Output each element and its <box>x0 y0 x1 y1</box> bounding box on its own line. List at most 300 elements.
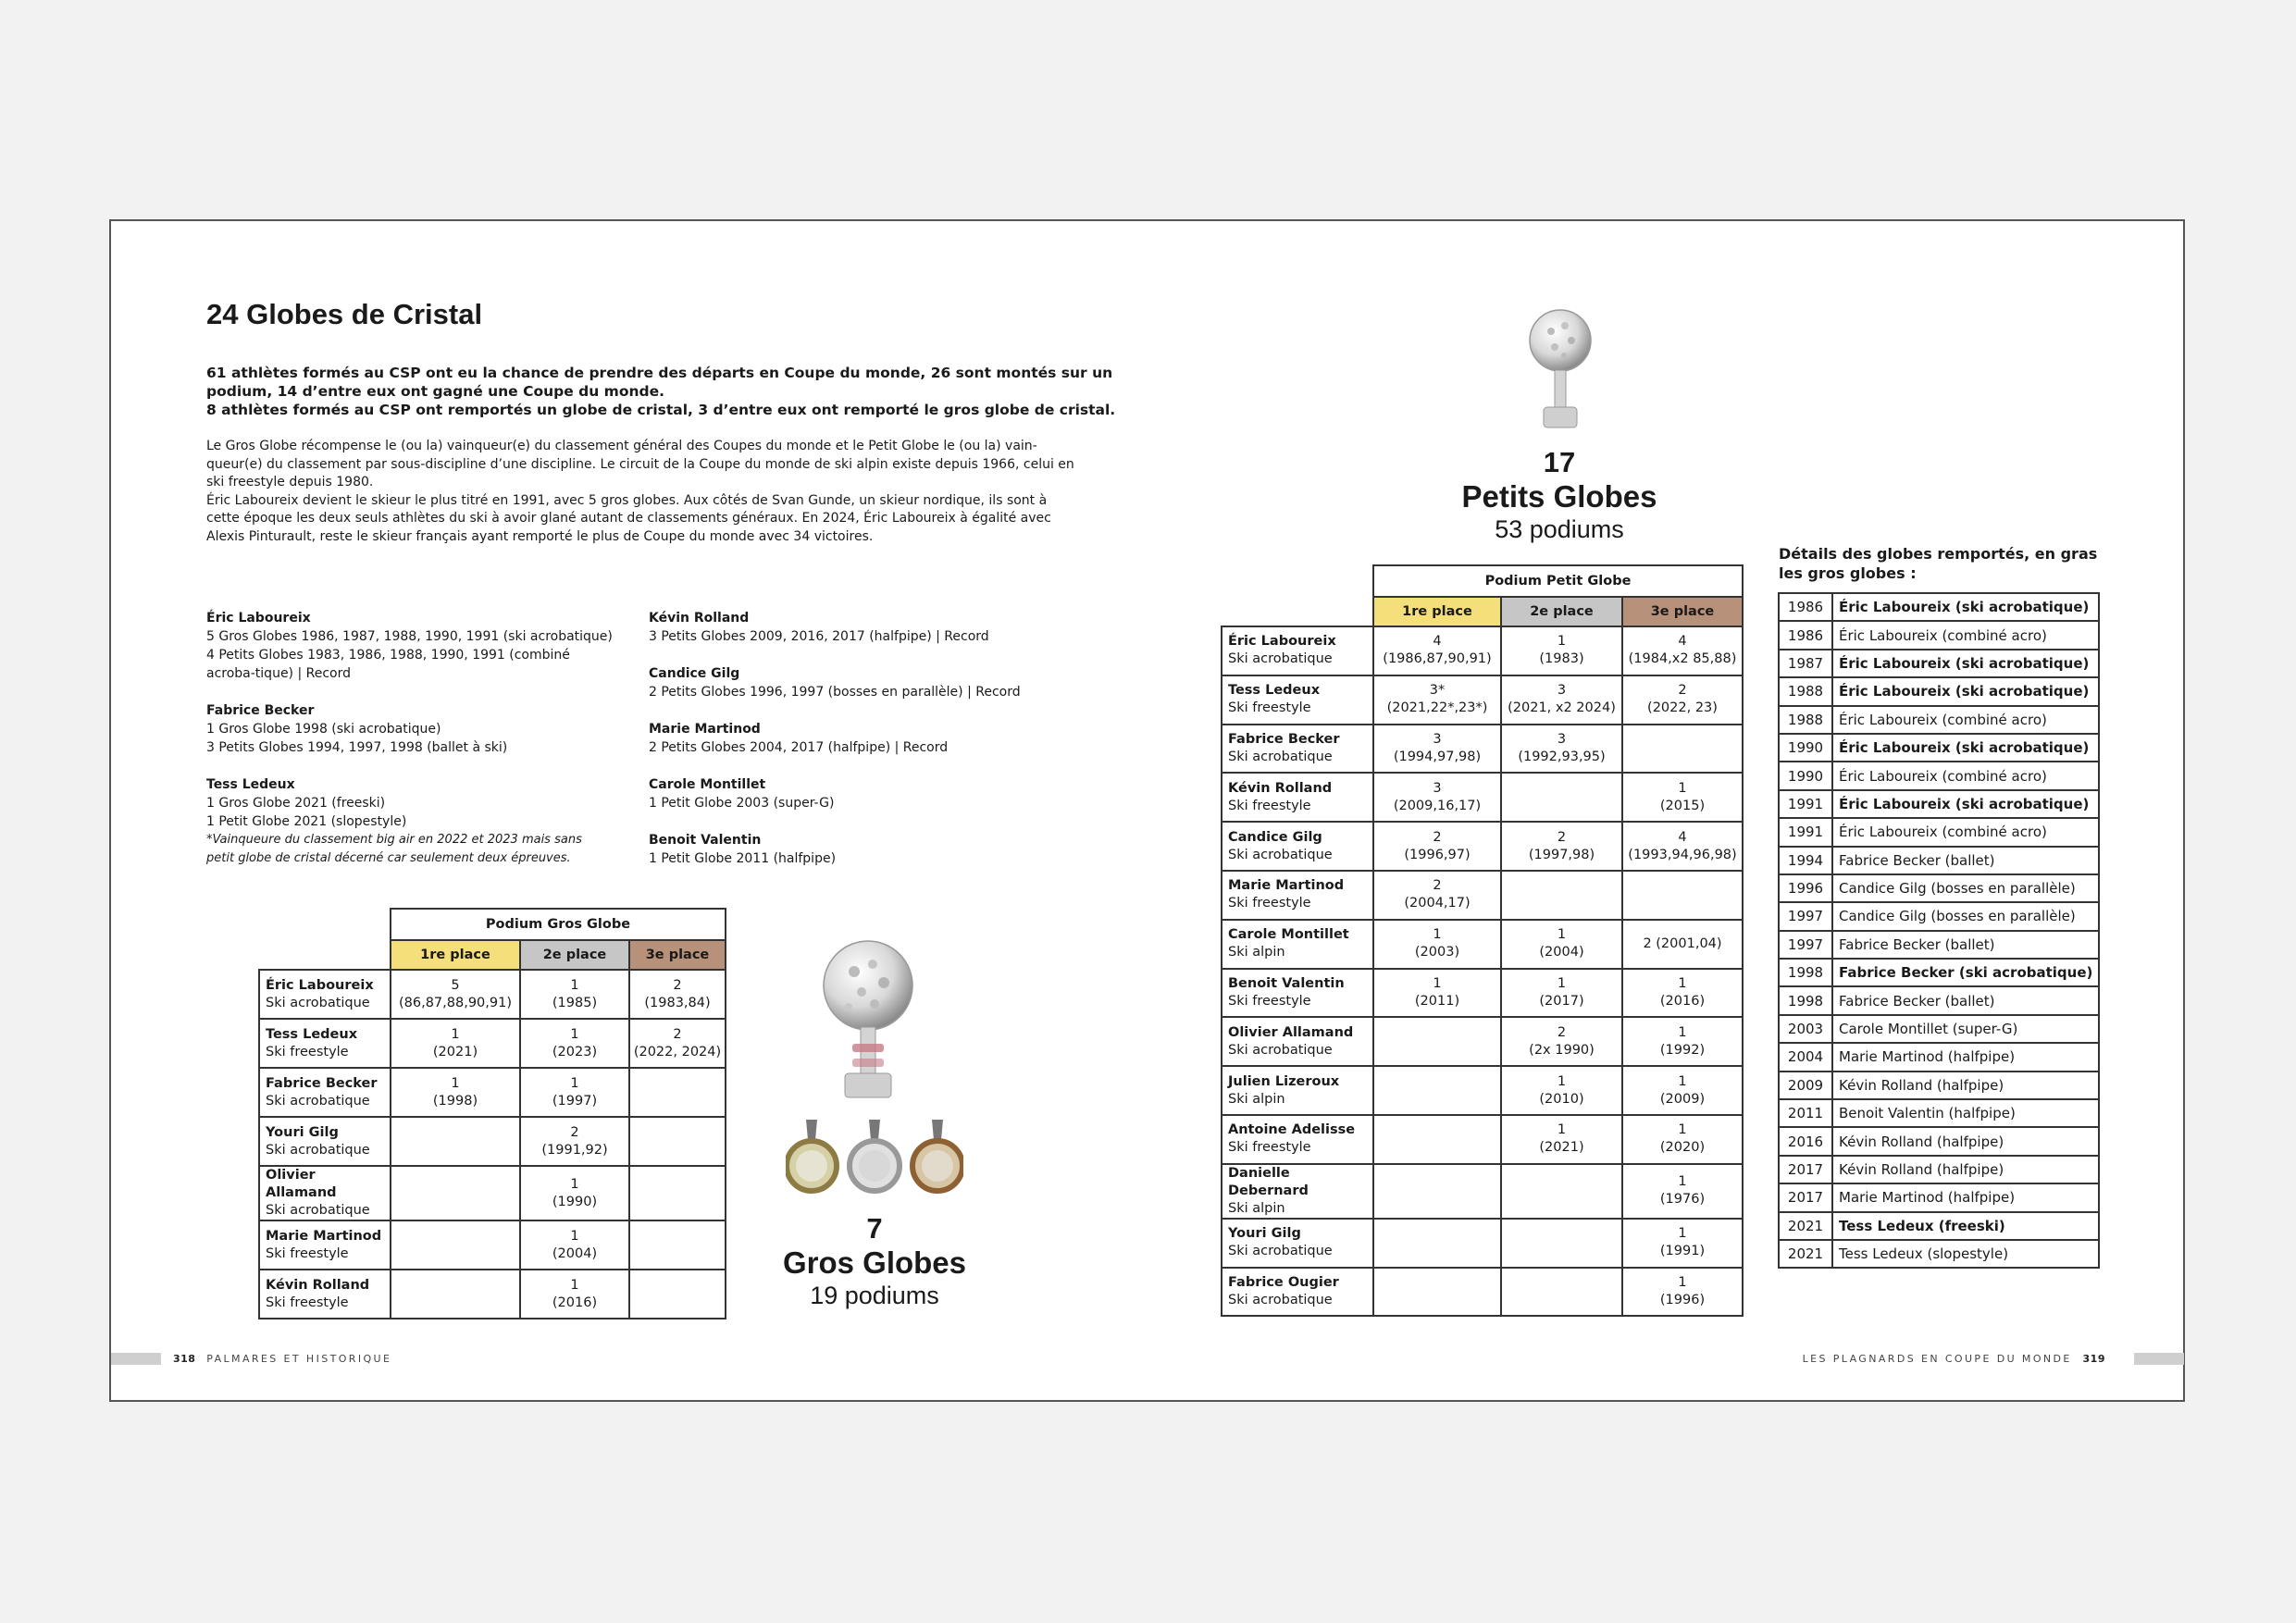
details-globe: Éric Laboureix (combiné acro) <box>1832 706 2099 734</box>
athlete-entry <box>649 609 1074 646</box>
athlete-cell <box>259 1166 391 1220</box>
athlete-name: Olivier Allamand <box>1228 1024 1354 1040</box>
athlete-cell <box>1222 1115 1373 1164</box>
athlete-entry <box>206 701 614 757</box>
col-header-third: 3e place <box>629 940 726 970</box>
intro-line: podium, 14 d’entre eux ont gagné une Coupe du monde. <box>206 383 665 400</box>
body-paragraph: Éric Laboureix devient le skieur le plus titré en 1991, avec 5 gros globes. Aux côtés de Svan Gunde, un skieur nordique, ils sont à cette époque les deux seuls athlètes du ski à avoir glané autant de classements généraux. En 2024, Éric Laboureix à égalité avec Alexis Pinturault, reste le skieur français ayant remporté le plus de Coupe du monde avec 34 victoires. <box>206 492 1051 544</box>
podium-cell <box>1622 773 1743 822</box>
athlete-line: 2 Petits Globes 1996, 1997 (bosses en parallèle) | Record <box>649 685 1021 700</box>
details-year: 2016 <box>1779 1127 1832 1155</box>
podium-cell <box>629 1068 726 1117</box>
empty-cell <box>259 909 391 940</box>
petits-globes-podiums: 53 podiums <box>1495 515 1624 543</box>
athletes-left-column <box>206 609 614 868</box>
podium-count: 3 <box>1557 731 1567 747</box>
podium-cell <box>1373 773 1501 822</box>
podium-years: (1990) <box>552 1194 598 1209</box>
podium-cell <box>1501 822 1622 871</box>
details-row <box>1779 959 2099 986</box>
podium-cell <box>1501 725 1622 774</box>
athlete-discipline: Ski freestyle <box>1228 798 1311 813</box>
podium-cell <box>629 1220 726 1270</box>
athlete-line: 1 Gros Globe 2021 (freeski) <box>206 796 386 811</box>
empty-cell <box>1222 597 1373 626</box>
podium-cell <box>1373 675 1501 725</box>
podium-count: 4 <box>1678 829 1687 845</box>
details-row <box>1779 677 2099 705</box>
athlete-name: Youri Gilg <box>266 1124 339 1140</box>
gros-globe-podium-table <box>258 908 726 1319</box>
details-row <box>1779 790 2099 818</box>
podium-count: 1 <box>1678 780 1687 796</box>
podium-years: (2x 1990) <box>1529 1042 1595 1058</box>
podium-cell <box>391 1117 520 1166</box>
podium-cell <box>1622 1164 1743 1219</box>
podium-cell <box>1622 626 1743 675</box>
table-row <box>1222 1017 1743 1066</box>
athlete-entry <box>206 775 614 868</box>
details-heading <box>1779 544 2097 583</box>
details-year: 1996 <box>1779 874 1832 902</box>
athlete-discipline: Ski acrobatique <box>266 1093 370 1109</box>
details-row <box>1779 1099 2099 1127</box>
col-header-second: 2e place <box>520 940 629 970</box>
details-year: 1998 <box>1779 986 1832 1014</box>
podium-years: (2016) <box>1659 993 1706 1009</box>
athlete-cell <box>259 1068 391 1117</box>
podium-years: (1997) <box>552 1093 598 1109</box>
details-row <box>1779 1240 2099 1268</box>
details-year: 1988 <box>1779 706 1832 734</box>
athlete-entry <box>649 831 1074 868</box>
page-number-left: 318 <box>173 1353 196 1365</box>
podium-cell <box>1622 1115 1743 1164</box>
podium-cell <box>1373 969 1501 1018</box>
details-year: 1994 <box>1779 847 1832 874</box>
podium-count: 2 (2001,04) <box>1643 935 1722 951</box>
athlete-name: Carole Montillet <box>1228 927 1349 943</box>
athlete-discipline: Ski acrobatique <box>266 995 370 1010</box>
podium-years: (1983,84) <box>644 995 711 1010</box>
athlete-name: Julien Lizeroux <box>1228 1073 1340 1089</box>
details-row <box>1779 818 2099 846</box>
athlete-name: Kévin Rolland <box>649 611 750 626</box>
empty-cell <box>1222 565 1373 597</box>
body-paragraph: Le Gros Globe récompense le (ou la) vainqueur(e) du classement général des Coupes du monde et le Petit Globe le (ou la) vain-queur(e) du classement par sous-discipline d’une discipline. Le circuit de la Coupe du monde de ski alpin existe depuis 1966, celui en ski freestyle depuis 1980. <box>206 439 1074 490</box>
athlete-cell <box>1222 969 1373 1018</box>
athlete-name: Tess Ledeux <box>266 1026 358 1042</box>
athlete-cell <box>1222 871 1373 920</box>
details-heading-line: Détails des globes remportés, en gras <box>1779 545 2098 563</box>
details-globe: Éric Laboureix (ski acrobatique) <box>1832 790 2099 818</box>
podium-cell <box>1373 920 1501 969</box>
details-heading-line: les gros globes : <box>1779 564 1917 582</box>
details-year: 1991 <box>1779 818 1832 846</box>
athlete-name: Carole Montillet <box>649 777 766 792</box>
details-globe: Fabrice Becker (ballet) <box>1832 931 2099 959</box>
footer-bar-left <box>111 1353 161 1365</box>
table-row <box>259 1270 726 1319</box>
details-year: 1986 <box>1779 621 1832 649</box>
table-row <box>259 970 726 1019</box>
podium-years: (1996,97) <box>1404 847 1471 862</box>
details-globe: Candice Gilg (bosses en parallèle) <box>1832 874 2099 902</box>
athlete-cell <box>1222 1268 1373 1317</box>
details-row <box>1779 1043 2099 1071</box>
crystal-globe-small-icon <box>1523 305 1597 435</box>
podium-count: 2 <box>1557 829 1567 845</box>
athlete-note: *Vainqueure du classement big air en 2022 et 2023 mais sans petit globe de cristal décerné car seulement deux épreuves. <box>206 833 582 865</box>
podium-years: (2004) <box>1539 945 1584 960</box>
details-year: 1986 <box>1779 593 1832 621</box>
podium-years: (2022, 23) <box>1647 700 1718 716</box>
athlete-name: Tess Ledeux <box>1228 683 1321 699</box>
details-globe: Tess Ledeux (freeski) <box>1832 1212 2099 1240</box>
podium-cell <box>1373 1164 1501 1219</box>
podium-count: 1 <box>1433 927 1442 943</box>
podium-years: (1991) <box>1659 1244 1706 1259</box>
details-row <box>1779 706 2099 734</box>
athlete-name: Fabrice Becker <box>206 703 315 718</box>
gros-globes-summary <box>759 1212 990 1310</box>
podium-cell <box>520 1166 629 1220</box>
podium-cell <box>1373 822 1501 871</box>
podium-years: (2009) <box>1659 1091 1706 1107</box>
podium-years: (2022, 2024) <box>633 1044 722 1059</box>
athlete-discipline: Ski acrobatique <box>1228 749 1333 764</box>
athlete-discipline: Ski alpin <box>1228 945 1285 960</box>
podium-count: 2 <box>673 1026 682 1042</box>
details-year: 2017 <box>1779 1156 1832 1183</box>
table-row <box>1222 1066 1743 1115</box>
athlete-cell <box>259 1270 391 1319</box>
details-globe: Tess Ledeux (slopestyle) <box>1832 1240 2099 1268</box>
podium-years: (86,87,88,90,91) <box>398 995 512 1010</box>
details-row <box>1779 1183 2099 1211</box>
podium-years: (2021) <box>1539 1140 1584 1156</box>
podium-cell <box>1622 969 1743 1018</box>
athlete-line: 2 Petits Globes 2004, 2017 (halfpipe) | Record <box>649 740 949 755</box>
footer-left <box>173 1353 391 1365</box>
athlete-name: Marie Martinod <box>649 722 761 737</box>
podium-count: 1 <box>1678 1274 1687 1290</box>
podium-count: 1 <box>1678 975 1687 991</box>
table-row <box>1222 1219 1743 1268</box>
podium-count: 5 <box>451 977 460 993</box>
details-globe: Éric Laboureix (ski acrobatique) <box>1832 593 2099 621</box>
podium-cell <box>391 1270 520 1319</box>
athlete-cell <box>1222 1017 1373 1066</box>
petits-globes-label: Petits Globes <box>1461 479 1657 514</box>
details-year: 1998 <box>1779 959 1832 986</box>
podium-cell <box>391 1019 520 1068</box>
details-globe: Marie Martinod (halfpipe) <box>1832 1183 2099 1211</box>
podium-cell <box>1501 773 1622 822</box>
podium-years: (2004) <box>552 1245 598 1261</box>
petit-globe-podium-table <box>1221 564 1744 1317</box>
athlete-name: Danielle Debernard <box>1228 1165 1309 1198</box>
podium-cell <box>520 1068 629 1117</box>
details-year: 1987 <box>1779 650 1832 677</box>
podium-cell <box>1373 1115 1501 1164</box>
athlete-discipline: Ski freestyle <box>1228 896 1311 911</box>
athlete-line: 3 Petits Globes 2009, 2016, 2017 (halfpipe) | Record <box>649 629 989 644</box>
col-header-first: 1re place <box>391 940 520 970</box>
athlete-cell <box>1222 1066 1373 1115</box>
podium-cell <box>1373 725 1501 774</box>
table-row <box>259 1117 726 1166</box>
podium-count: 1 <box>1557 975 1567 991</box>
podium-cell <box>520 1220 629 1270</box>
details-row <box>1779 734 2099 762</box>
athlete-name: Fabrice Becker <box>1228 731 1340 747</box>
podium-count: 3 <box>1433 780 1442 796</box>
podium-count: 2 <box>1678 683 1687 699</box>
table-row <box>259 1019 726 1068</box>
details-globe: Carole Montillet (super-G) <box>1832 1015 2099 1043</box>
details-row <box>1779 593 2099 621</box>
table-row <box>259 1166 726 1220</box>
podium-count: 1 <box>451 1026 460 1042</box>
podium-years: (2010) <box>1539 1091 1584 1107</box>
podium-count: 1 <box>1678 1226 1687 1242</box>
podium-count: 1 <box>451 1075 460 1091</box>
body-text <box>206 438 1081 547</box>
podium-cell <box>629 1019 726 1068</box>
athlete-name: Kévin Rolland <box>266 1277 370 1293</box>
podium-cell <box>1622 1066 1743 1115</box>
podium-years: (1998) <box>432 1093 478 1109</box>
athlete-cell <box>1222 920 1373 969</box>
podium-years: (1983) <box>1539 651 1584 667</box>
details-year: 2017 <box>1779 1183 1832 1211</box>
podium-count: 1 <box>570 1176 579 1192</box>
podium-cell <box>1622 725 1743 774</box>
details-year: 2021 <box>1779 1212 1832 1240</box>
table-row <box>1222 1115 1743 1164</box>
details-globe: Éric Laboureix (ski acrobatique) <box>1832 677 2099 705</box>
podium-cell <box>1622 822 1743 871</box>
podium-years: (2015) <box>1659 798 1706 813</box>
details-row <box>1779 847 2099 874</box>
petits-globes-count: 17 <box>1543 446 1576 478</box>
athlete-name: Marie Martinod <box>1228 878 1345 894</box>
podium-count: 1 <box>1557 1122 1567 1138</box>
details-year: 1988 <box>1779 677 1832 705</box>
athlete-cell <box>259 1220 391 1270</box>
page-number-right: 319 <box>2082 1353 2105 1365</box>
podium-count: 3 <box>1433 731 1442 747</box>
intro-text <box>206 364 1116 419</box>
athlete-discipline: Ski alpin <box>1228 1200 1285 1216</box>
athlete-discipline: Ski freestyle <box>1228 993 1311 1009</box>
table-header: Podium Gros Globe <box>391 909 726 940</box>
athlete-cell <box>259 970 391 1019</box>
details-globe: Fabrice Becker (ballet) <box>1832 847 2099 874</box>
athlete-name: Éric Laboureix <box>266 977 374 993</box>
athlete-discipline: Ski acrobatique <box>1228 1042 1333 1058</box>
athlete-discipline: Ski freestyle <box>1228 700 1311 716</box>
details-year: 1991 <box>1779 790 1832 818</box>
athlete-discipline: Ski acrobatique <box>1228 1244 1333 1259</box>
petits-globes-summary <box>1444 446 1675 544</box>
podium-cell <box>629 1270 726 1319</box>
podium-cell <box>1501 969 1622 1018</box>
athlete-cell <box>1222 675 1373 725</box>
details-year: 2011 <box>1779 1099 1832 1127</box>
athlete-cell <box>1222 626 1373 675</box>
podium-count: 1 <box>1678 1073 1687 1089</box>
col-header-third: 3e place <box>1622 597 1743 626</box>
details-globe: Éric Laboureix (ski acrobatique) <box>1832 650 2099 677</box>
athlete-name: Éric Laboureix <box>1228 634 1336 650</box>
podium-cell <box>391 970 520 1019</box>
details-globe: Fabrice Becker (ballet) <box>1832 986 2099 1014</box>
athlete-line: 4 Petits Globes 1983, 1986, 1988, 1990, 1991 (combiné acroba-tique) | Record <box>206 648 570 681</box>
podium-cell <box>629 1117 726 1166</box>
athlete-entry <box>649 775 1074 812</box>
table-row <box>1222 675 1743 725</box>
podium-count: 2 <box>1433 878 1442 894</box>
details-globe: Fabrice Becker (ski acrobatique) <box>1832 959 2099 986</box>
details-year: 1990 <box>1779 734 1832 762</box>
footer-left-text: PALMARES ET HISTORIQUE <box>206 1353 392 1365</box>
athlete-line: 1 Petit Globe 2011 (halfpipe) <box>649 851 837 866</box>
podium-cell <box>391 1068 520 1117</box>
podium-years: (1991,92) <box>541 1142 608 1158</box>
athlete-cell <box>259 1117 391 1166</box>
podium-cell <box>1622 675 1743 725</box>
athlete-name: Kévin Rolland <box>1228 780 1333 796</box>
footer-right <box>1803 1353 2105 1365</box>
podium-cell <box>1373 1219 1501 1268</box>
podium-cell <box>629 1166 726 1220</box>
athlete-line: 1 Petit Globe 2021 (slopestyle) <box>206 814 407 829</box>
athletes-right-column <box>649 609 1074 868</box>
podium-cell <box>629 970 726 1019</box>
podium-years: (2003) <box>1414 945 1460 960</box>
podium-count: 2 <box>570 1124 579 1140</box>
athlete-cell <box>1222 725 1373 774</box>
athlete-name: Benoit Valentin <box>1228 975 1345 991</box>
podium-years: (2023) <box>552 1044 598 1059</box>
details-globe: Benoit Valentin (halfpipe) <box>1832 1099 2099 1127</box>
athlete-name: Marie Martinod <box>266 1228 382 1244</box>
podium-cell <box>1501 626 1622 675</box>
podium-count: 3 <box>1557 683 1567 699</box>
podium-cell <box>1501 675 1622 725</box>
athlete-discipline: Ski alpin <box>1228 1091 1285 1107</box>
athlete-name: Benoit Valentin <box>649 833 762 848</box>
details-globe: Kévin Rolland (halfpipe) <box>1832 1156 2099 1183</box>
podium-cell <box>520 970 629 1019</box>
table-row <box>1222 725 1743 774</box>
podium-years: (1992) <box>1659 1042 1706 1058</box>
details-row <box>1779 874 2099 902</box>
athlete-discipline: Ski acrobatique <box>266 1142 370 1158</box>
athlete-name: Éric Laboureix <box>206 611 311 626</box>
details-year: 1997 <box>1779 931 1832 959</box>
podium-count: 1 <box>1678 1122 1687 1138</box>
podium-years: (2021,22*,23*) <box>1386 700 1488 716</box>
athlete-discipline: Ski acrobatique <box>1228 1292 1333 1307</box>
table-row <box>1222 626 1743 675</box>
athlete-cell <box>1222 822 1373 871</box>
details-globe: Candice Gilg (bosses en parallèle) <box>1832 902 2099 930</box>
gros-globes-label: Gros Globes <box>782 1245 967 1280</box>
podium-years: (2011) <box>1414 993 1460 1009</box>
details-row <box>1779 1212 2099 1240</box>
podium-cell <box>391 1220 520 1270</box>
col-header-second: 2e place <box>1501 597 1622 626</box>
footer-right-text: LES PLAGNARDS EN COUPE DU MONDE <box>1802 1353 2072 1365</box>
intro-line: 8 athlètes formés au CSP ont remportés un globe de cristal, 3 d’entre eux ont remporté le gros globe de cristal. <box>206 402 1116 418</box>
podium-years: (1985) <box>552 995 598 1010</box>
athlete-name: Candice Gilg <box>1228 829 1322 845</box>
podium-years: (1994,97,98) <box>1393 749 1482 764</box>
athlete-name: Olivier Allamand <box>266 1168 337 1200</box>
athlete-entry <box>649 664 1074 701</box>
podium-cell <box>1622 920 1743 969</box>
podium-count: 3* <box>1429 683 1446 699</box>
table-row <box>1222 1268 1743 1317</box>
podium-count: 1 <box>1678 1174 1687 1190</box>
details-globe: Éric Laboureix (ski acrobatique) <box>1832 734 2099 762</box>
podium-count: 2 <box>1433 829 1442 845</box>
athlete-cell <box>1222 773 1373 822</box>
athlete-name: Antoine Adelisse <box>1228 1122 1356 1138</box>
table-row <box>1222 920 1743 969</box>
athlete-discipline: Ski freestyle <box>266 1044 349 1059</box>
podium-years: (1997,98) <box>1528 847 1595 862</box>
podium-years: (1996) <box>1659 1292 1706 1307</box>
details-year: 2003 <box>1779 1015 1832 1043</box>
podium-years: (1986,87,90,91) <box>1383 651 1492 667</box>
athlete-discipline: Ski freestyle <box>1228 1140 1311 1156</box>
table-row <box>1222 1164 1743 1219</box>
globes-details-table <box>1778 592 2100 1269</box>
details-row <box>1779 931 2099 959</box>
podium-cell <box>520 1270 629 1319</box>
table-row <box>1222 871 1743 920</box>
podium-cell <box>1501 920 1622 969</box>
podium-cell <box>1501 1115 1622 1164</box>
crystal-globe-large-icon <box>817 935 919 1106</box>
podium-cell <box>520 1117 629 1166</box>
podium-years: (1984,x2 85,88) <box>1628 651 1737 667</box>
medals-icon <box>786 1118 963 1199</box>
podium-cell <box>1373 1268 1501 1317</box>
col-header-first: 1re place <box>1373 597 1501 626</box>
athlete-discipline: Ski acrobatique <box>1228 651 1333 667</box>
details-row <box>1779 902 2099 930</box>
podium-years: (2020) <box>1659 1140 1706 1156</box>
podium-cell <box>1501 1017 1622 1066</box>
details-row <box>1779 1156 2099 1183</box>
intro-line: 61 athlètes formés au CSP ont eu la chance de prendre des départs en Coupe du monde, 26 sont montés sur un <box>206 365 1113 381</box>
podium-cell <box>1501 871 1622 920</box>
athlete-line: 5 Gros Globes 1986, 1987, 1988, 1990, 1991 (ski acrobatique) <box>206 629 613 644</box>
details-year: 1990 <box>1779 762 1832 789</box>
podium-count: 1 <box>570 977 579 993</box>
podium-count: 1 <box>1557 1073 1567 1089</box>
athlete-entry <box>649 720 1074 757</box>
podium-years: (2009,16,17) <box>1393 798 1482 813</box>
athlete-discipline: Ski freestyle <box>266 1295 349 1310</box>
podium-years: (2016) <box>552 1295 598 1310</box>
podium-count: 4 <box>1678 634 1687 650</box>
